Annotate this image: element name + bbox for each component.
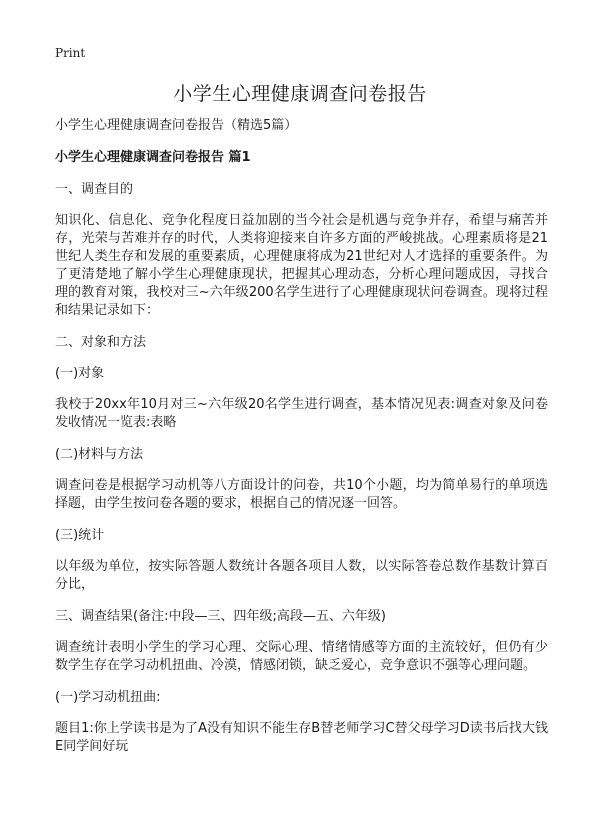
heading-subjects-methods: 二、对象和方法 xyxy=(55,335,147,350)
print-link[interactable]: Print xyxy=(55,46,86,60)
section-title: 小学生心理健康调查问卷报告 篇1 xyxy=(55,150,251,165)
document-title: 小学生心理健康调查问卷报告 xyxy=(173,83,427,105)
document-subtitle: 小学生心理健康调查问卷报告（精选5篇） xyxy=(55,118,298,133)
paragraph-results: 调查统计表明小学生的学习心理、交际心理、情绪情感等方面的主流较好，但仍有少数学生存在学习动机扭曲、冷漠，情感闭锁，缺乏爱心，竞争意识不强等心理问题。 xyxy=(55,640,548,673)
paragraph-purpose: 知识化、信息化、竞争化程度日益加剧的当今社会是机遇与竞争并存，希望与痛苦并存，光荣与苦难并存的时代，人类将迎接来自许多方面的严峻挑战。心理素质将是21世纪人类生存和发展的重要素质，心理健康将成为21世纪对人才选择的重要条件。为了更清楚地了解小学生心理健康现状，把握其心理动态，分析心理问题成因，寻找合理的教育对策，我校对三~六年级200名学生进行了心理健康现状问卷调查。现将过程和结果记录如下： xyxy=(55,213,548,318)
paragraph-materials-methods: 调查问卷是根据学习动机等八方面设计的问卷，共10个小题，均为简单易行的单项选择题，由学生按问卷各题的要求，根据自己的情况逐一回答。 xyxy=(55,478,548,511)
heading-results: 三、调查结果(备注:中段—三、四年级;高段—五、六年级) xyxy=(55,609,386,624)
paragraph-subjects: 我校于20xx年10月对三~六年级20名学生进行调查，基本情况见表:调查对象及问卷发收情况一览表:表略 xyxy=(55,397,548,430)
paragraph-question-1: 题目1:你上学读书是为了A没有知识不能生存B替老师学习C替父母学习D读书后找大钱E同学间好玩 xyxy=(55,721,548,754)
heading-materials-methods: (二)材料与方法 xyxy=(55,447,144,462)
document-body xyxy=(55,117,548,770)
heading-statistics: (三)统计 xyxy=(55,528,105,543)
heading-subjects: (一)对象 xyxy=(55,366,105,381)
heading-purpose: 一、调查目的 xyxy=(55,182,134,197)
heading-learning-motivation: (一)学习动机扭曲: xyxy=(55,690,161,705)
paragraph-statistics: 以年级为单位，按实际答题人数统计各题各项目人数，以实际答卷总数作基数计算百分比， xyxy=(55,559,548,592)
